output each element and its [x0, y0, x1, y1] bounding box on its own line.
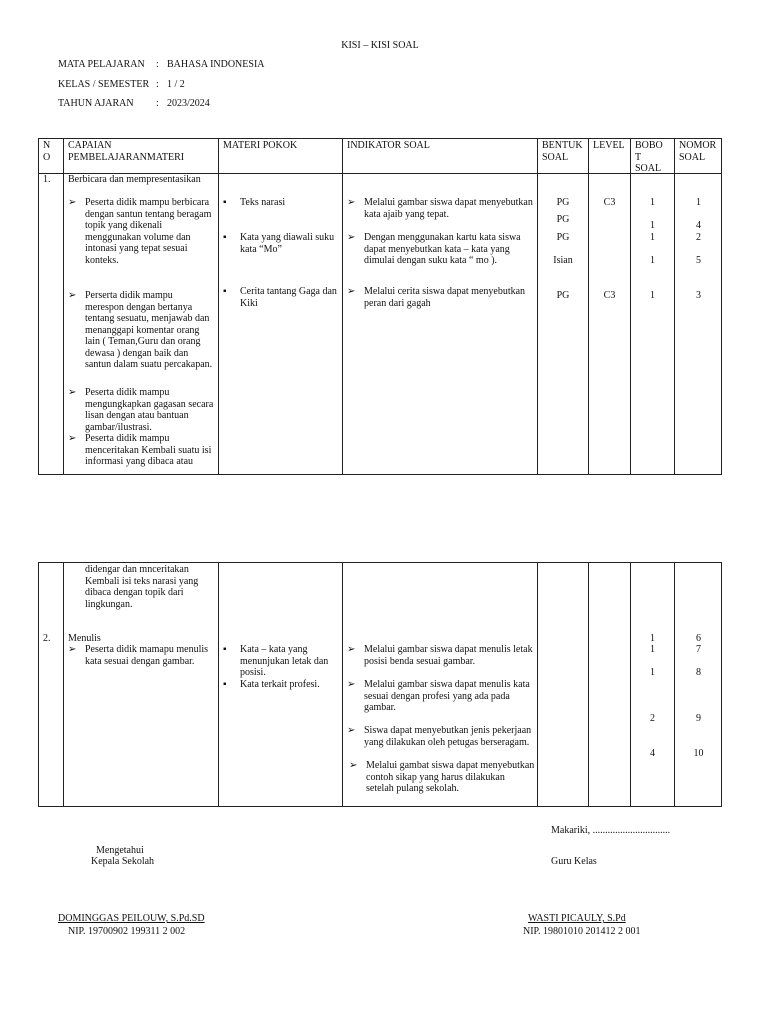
bobot-value: 4 [650, 748, 655, 759]
header-label: KELAS / SEMESTER [58, 79, 150, 90]
arrowhead-bullet-icon: ➢ [347, 725, 356, 736]
materi-text: Kata terkait profesi. [240, 679, 320, 690]
square-bullet-icon: ▪ [223, 644, 227, 655]
principal-role: Kepala Sekolah [91, 856, 155, 867]
teacher-name: WASTI PICAULY, S.Pd [528, 913, 626, 924]
bobot-value: 2 [650, 713, 655, 724]
arrowhead-bullet-icon: ➢ [349, 760, 358, 771]
teacher-role: Guru Kelas [551, 856, 597, 867]
arrowhead-bullet-icon: ➢ [68, 197, 77, 208]
list-item [68, 387, 214, 433]
bentuk-soal: PG [556, 290, 570, 301]
nomor-value: 2 [696, 232, 701, 243]
list-item [223, 644, 339, 679]
bentuk-soal: PG [556, 197, 570, 208]
competency-heading: Berbicara dan mempresentasikan [68, 174, 201, 185]
arrowhead-bullet-icon: ➢ [347, 644, 356, 655]
indikator-text: Siswa dapat menyebutkan jenis pekerjaan yang dilakukan oleh petugas berseragam. [364, 725, 532, 748]
nomor-value: 8 [696, 667, 701, 678]
square-bullet-icon: ▪ [223, 679, 227, 690]
list-item [223, 197, 339, 209]
list-item [347, 679, 533, 714]
nomor-value: 9 [696, 713, 701, 724]
arrowhead-bullet-icon: ➢ [68, 387, 77, 398]
grid-table-2 [38, 562, 722, 807]
level-value: C3 [603, 197, 616, 208]
bobot-value: 1 [650, 644, 655, 655]
col-header-level: LEVEL [593, 140, 625, 151]
competency-heading: Menulis [68, 633, 101, 644]
nomor-value: 7 [696, 644, 701, 655]
col-header-materi: MATERI POKOK [223, 140, 298, 151]
bobot-value: 1 [650, 255, 655, 266]
arrowhead-bullet-icon: ➢ [68, 290, 77, 301]
capaian-text: Peserta didik mamapu menulis kata sesuai dengan gambar. [85, 644, 209, 667]
arrowhead-bullet-icon: ➢ [68, 433, 77, 444]
col-header-no: N O [43, 140, 51, 163]
nomor-value: 4 [696, 220, 701, 231]
header-colon: : [156, 59, 159, 70]
capaian-continuation: didengar dan mnceritakan Kembali isi teks narasi yang dibaca dengan topik dari lingkungan. [85, 564, 199, 610]
list-item [223, 232, 339, 255]
list-item [68, 644, 214, 667]
header-colon: : [156, 98, 159, 109]
list-item [68, 197, 214, 266]
arrowhead-bullet-icon: ➢ [347, 197, 356, 208]
document-title: KISI – KISI SOAL [341, 40, 419, 51]
bentuk-soal: PG [556, 232, 570, 243]
bobot-value: 1 [650, 290, 655, 301]
principal-nip: NIP. 19700902 199311 2 002 [68, 926, 186, 937]
nomor-value: 3 [696, 290, 701, 301]
place-date: Makariki, ............................... [551, 825, 671, 836]
materi-text: Cerita tantang Gaga dan Kiki [240, 286, 337, 309]
arrowhead-bullet-icon: ➢ [347, 679, 356, 690]
arrowhead-bullet-icon: ➢ [347, 232, 356, 243]
capaian-text: Perserta didik mampu merespon dengan bertanya tentang sesuatu, menjawab dan menanggapi komentar orang lain ( Teman,Guru dan orang dewasa ) dengan baik dan santun dalam suatu percakapan. [85, 290, 213, 370]
list-item [347, 197, 533, 220]
list-item [68, 290, 214, 371]
nomor-value: 1 [696, 197, 701, 208]
bobot-value: 1 [650, 197, 655, 208]
list-item [223, 679, 339, 691]
list-item [68, 433, 214, 468]
materi-text: Kata yang diawali suku kata “Mo” [240, 232, 335, 255]
indikator-text: Melalui gambar siswa dapat menulis kata sesuai dengan profesi yang ada pada gambar. [364, 679, 530, 713]
col-header-capaian: CAPAIAN PEMBELAJARANMATERI [68, 140, 185, 163]
approval-label: Mengetahui [96, 845, 144, 856]
square-bullet-icon: ▪ [223, 232, 227, 243]
list-item [347, 232, 533, 267]
arrowhead-bullet-icon: ➢ [347, 286, 356, 297]
nomor-value: 5 [696, 255, 701, 266]
nomor-value: 10 [693, 748, 704, 759]
capaian-text: Peserta didik mampu mengungkapkan gagasan secara lisan dengan atau bantuan gambar/ilustrasi. [85, 387, 214, 433]
bobot-value: 1 [650, 667, 655, 678]
bobot-value: 1 [650, 220, 655, 231]
indikator-text: Melalui gambar siswa dapat menulis letak posisi benda sesuai gambar. [364, 644, 533, 667]
bentuk-soal: PG [556, 214, 570, 225]
indikator-text: Dengan menggunakan kartu kata siswa dapat menyebutkan kata – kata yang dimulai dengan suku kata “ mo ). [364, 232, 521, 266]
list-item [223, 286, 339, 309]
list-item [347, 644, 533, 667]
list-item [347, 725, 533, 748]
header-value: BAHASA INDONESIA [167, 59, 265, 70]
row-number: 2. [43, 633, 51, 644]
row-number: 1. [43, 174, 51, 185]
header-value: 1 / 2 [167, 79, 185, 90]
indikator-text: Melalui gambat siswa dapat menyebutkan contoh sikap yang harus dilakukan setelah pulang sekolah. [366, 760, 535, 794]
header-label: TAHUN AJARAN [58, 98, 134, 109]
col-header-indikator: INDIKATOR SOAL [347, 140, 430, 151]
materi-text: Kata – kata yang menunjukan letak dan posisi. [240, 644, 329, 678]
indikator-text: Melalui cerita siswa dapat menyebutkan peran dari gagah [364, 286, 526, 309]
col-header-bentuk: BENTUK SOAL [542, 140, 583, 163]
capaian-text: Peserta didik mampu berbicara dengan santun tentang beragam topik yang dikenali menggunakan volume dan intonasi yang tepat sesuai konteks. [85, 197, 212, 266]
bobot-value: 1 [650, 633, 655, 644]
materi-text: Teks narasi [240, 197, 286, 208]
grid-table-1 [38, 138, 722, 475]
level-value: C3 [603, 290, 616, 301]
col-header-bobot: BOBO T SOAL [635, 140, 663, 174]
capaian-text: Peserta didik mampu menceritakan Kembali suatu isi informasi yang dibaca atau [85, 433, 212, 467]
bobot-value: 1 [650, 232, 655, 243]
list-item [349, 760, 535, 795]
square-bullet-icon: ▪ [223, 286, 227, 297]
nomor-value: 6 [696, 633, 701, 644]
principal-name: DOMINGGAS PEILOUW, S.Pd.SD [58, 913, 205, 924]
header-colon: : [156, 79, 159, 90]
bentuk-soal: Isian [553, 255, 573, 266]
square-bullet-icon: ▪ [223, 197, 227, 208]
indikator-text: Melalui gambar siswa dapat menyebutkan kata ajaib yang tepat. [364, 197, 533, 220]
header-label: MATA PELAJARAN [58, 59, 145, 70]
list-item [347, 286, 533, 309]
header-value: 2023/2024 [167, 98, 210, 109]
teacher-nip: NIP. 19801010 201412 2 001 [523, 926, 641, 937]
arrowhead-bullet-icon: ➢ [68, 644, 77, 655]
col-header-nomor: NOMOR SOAL [679, 140, 717, 163]
